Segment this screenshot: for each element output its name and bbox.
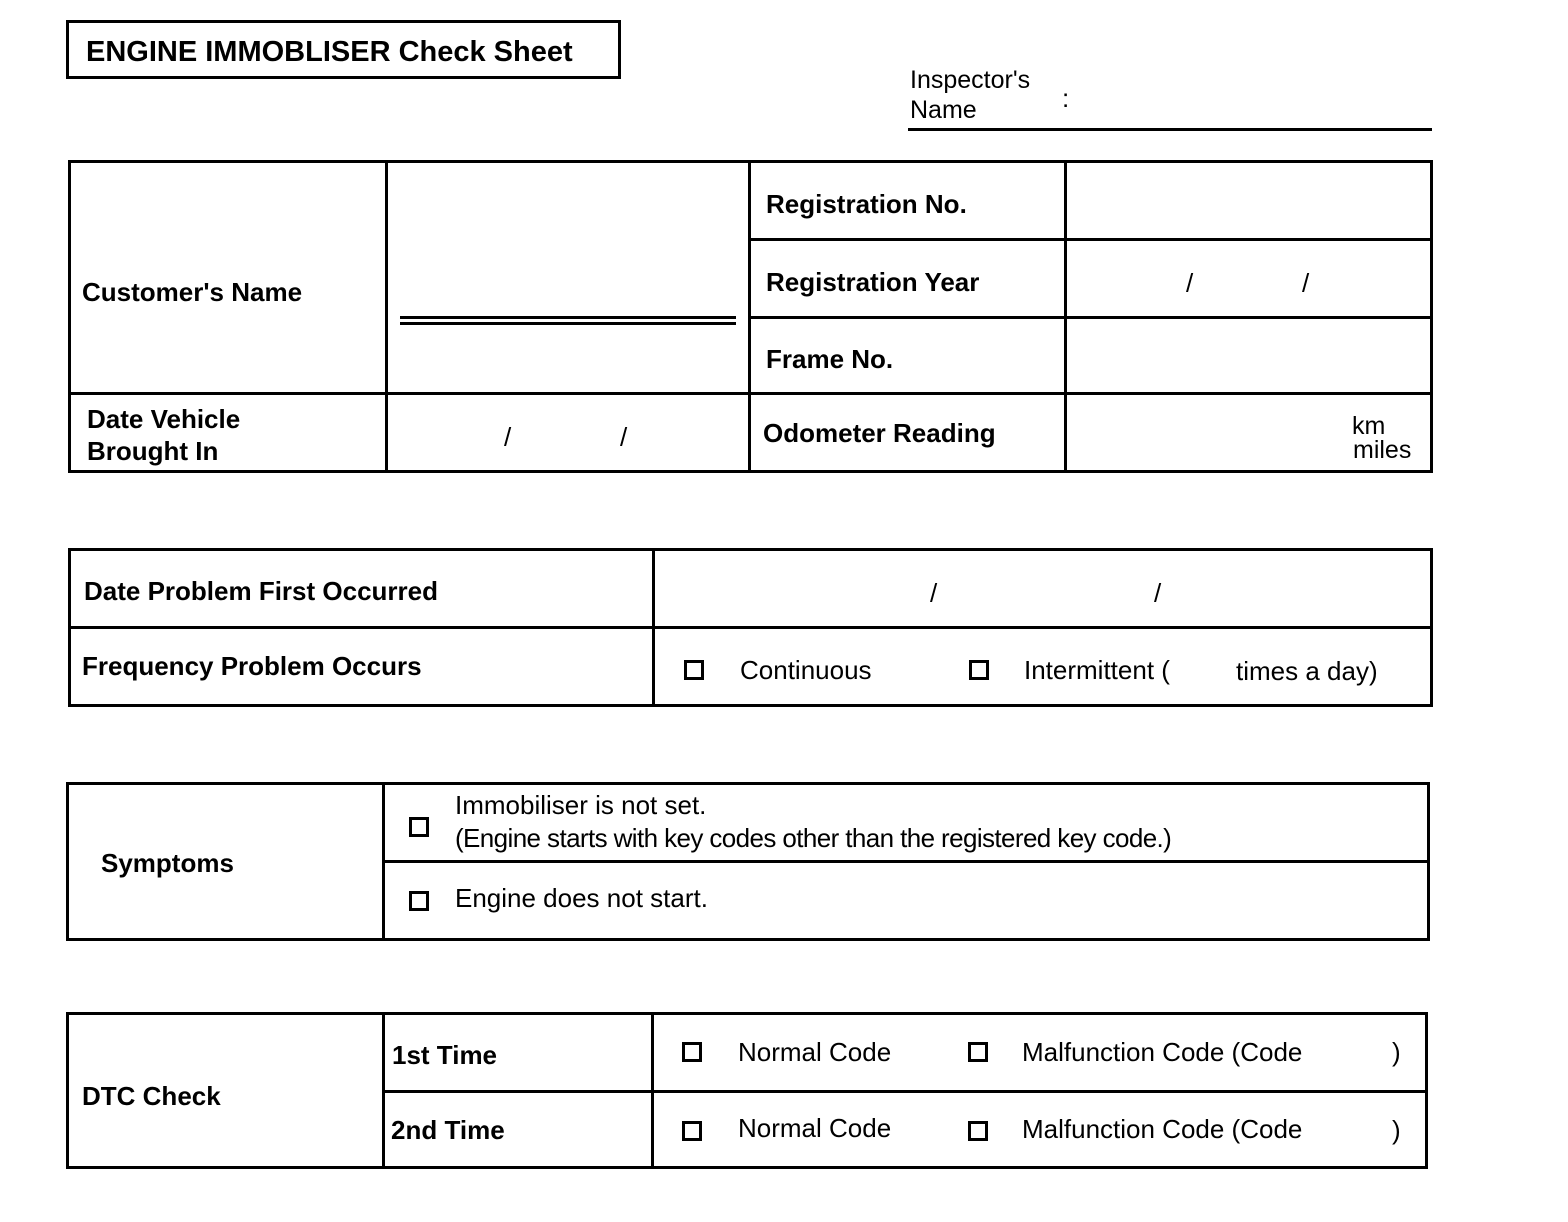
continuous-checkbox[interactable] (684, 660, 704, 680)
frame-no-label: Frame No. (766, 344, 894, 374)
dtc-1st-malfunction-checkbox[interactable] (968, 1042, 988, 1062)
customer-name-field[interactable] (400, 300, 736, 330)
frame-no-field[interactable] (1068, 322, 1428, 390)
odometer-field[interactable] (1068, 398, 1348, 468)
page-title: ENGINE IMMOBLISER Check Sheet (86, 36, 573, 68)
dtc-2nd-normal-checkbox[interactable] (682, 1121, 702, 1141)
continuous-label: Continuous (740, 655, 872, 685)
immobiliser-not-set-line2: (Engine starts with key codes other than the registered key code.) (455, 823, 1172, 853)
customer-name-label: Customer's Name (82, 277, 303, 307)
dtc-1st-malfunction-label: Malfunction Code (Code (1022, 1037, 1303, 1067)
dtc-2nd-time-label: 2nd Time (391, 1115, 505, 1145)
registration-no-label: Registration No. (766, 189, 967, 219)
intermittent-label: Intermittent ( (1024, 655, 1170, 685)
inspector-label-line2: Name (910, 96, 977, 124)
date-brought-in-label-line2: Brought In (87, 436, 219, 466)
inspector-label-line1: Inspector's (910, 66, 1031, 94)
registration-year-field[interactable] (1068, 244, 1428, 314)
registration-year-slash-1: / (1186, 268, 1194, 298)
times-a-day-label: times a day) (1236, 656, 1378, 686)
date-first-occurred-slash-1: / (930, 578, 938, 608)
dtc-1st-normal-checkbox[interactable] (682, 1042, 702, 1062)
odometer-unit-miles: miles (1353, 436, 1412, 464)
engine-does-not-start-checkbox[interactable] (409, 891, 429, 911)
dtc-1st-normal-label: Normal Code (738, 1037, 892, 1067)
odometer-unit-km: km (1352, 412, 1386, 440)
date-brought-in-field[interactable] (390, 398, 746, 468)
immobiliser-not-set-checkbox[interactable] (409, 817, 429, 837)
dtc-1st-time-label: 1st Time (392, 1040, 498, 1070)
dtc-1st-close-paren: ) (1392, 1037, 1401, 1067)
odometer-label: Odometer Reading (763, 418, 996, 448)
dtc-2nd-malfunction-label: Malfunction Code (Code (1022, 1114, 1303, 1144)
date-first-occurred-label: Date Problem First Occurred (84, 576, 438, 606)
registration-year-slash-2: / (1302, 268, 1310, 298)
dtc-2nd-normal-label: Normal Code (738, 1113, 892, 1143)
date-brought-in-slash-2: / (620, 422, 628, 452)
dtc-2nd-close-paren: ) (1392, 1115, 1401, 1145)
registration-year-label: Registration Year (766, 267, 980, 297)
date-first-occurred-field[interactable] (658, 554, 1428, 624)
inspector-colon: : (1062, 83, 1070, 113)
registration-no-field[interactable] (1068, 166, 1428, 236)
dtc-2nd-malfunction-checkbox[interactable] (968, 1121, 988, 1141)
inspector-name-field[interactable] (908, 128, 1432, 131)
intermittent-checkbox[interactable] (969, 660, 989, 680)
engine-does-not-start-label: Engine does not start. (455, 883, 708, 913)
dtc-check-label: DTC Check (82, 1081, 221, 1111)
date-first-occurred-slash-2: / (1154, 578, 1162, 608)
frequency-label: Frequency Problem Occurs (82, 651, 422, 681)
symptoms-label: Symptoms (101, 848, 234, 878)
date-brought-in-label-line1: Date Vehicle (87, 404, 241, 434)
date-brought-in-slash-1: / (504, 422, 512, 452)
immobiliser-not-set-line1: Immobiliser is not set. (455, 790, 707, 820)
